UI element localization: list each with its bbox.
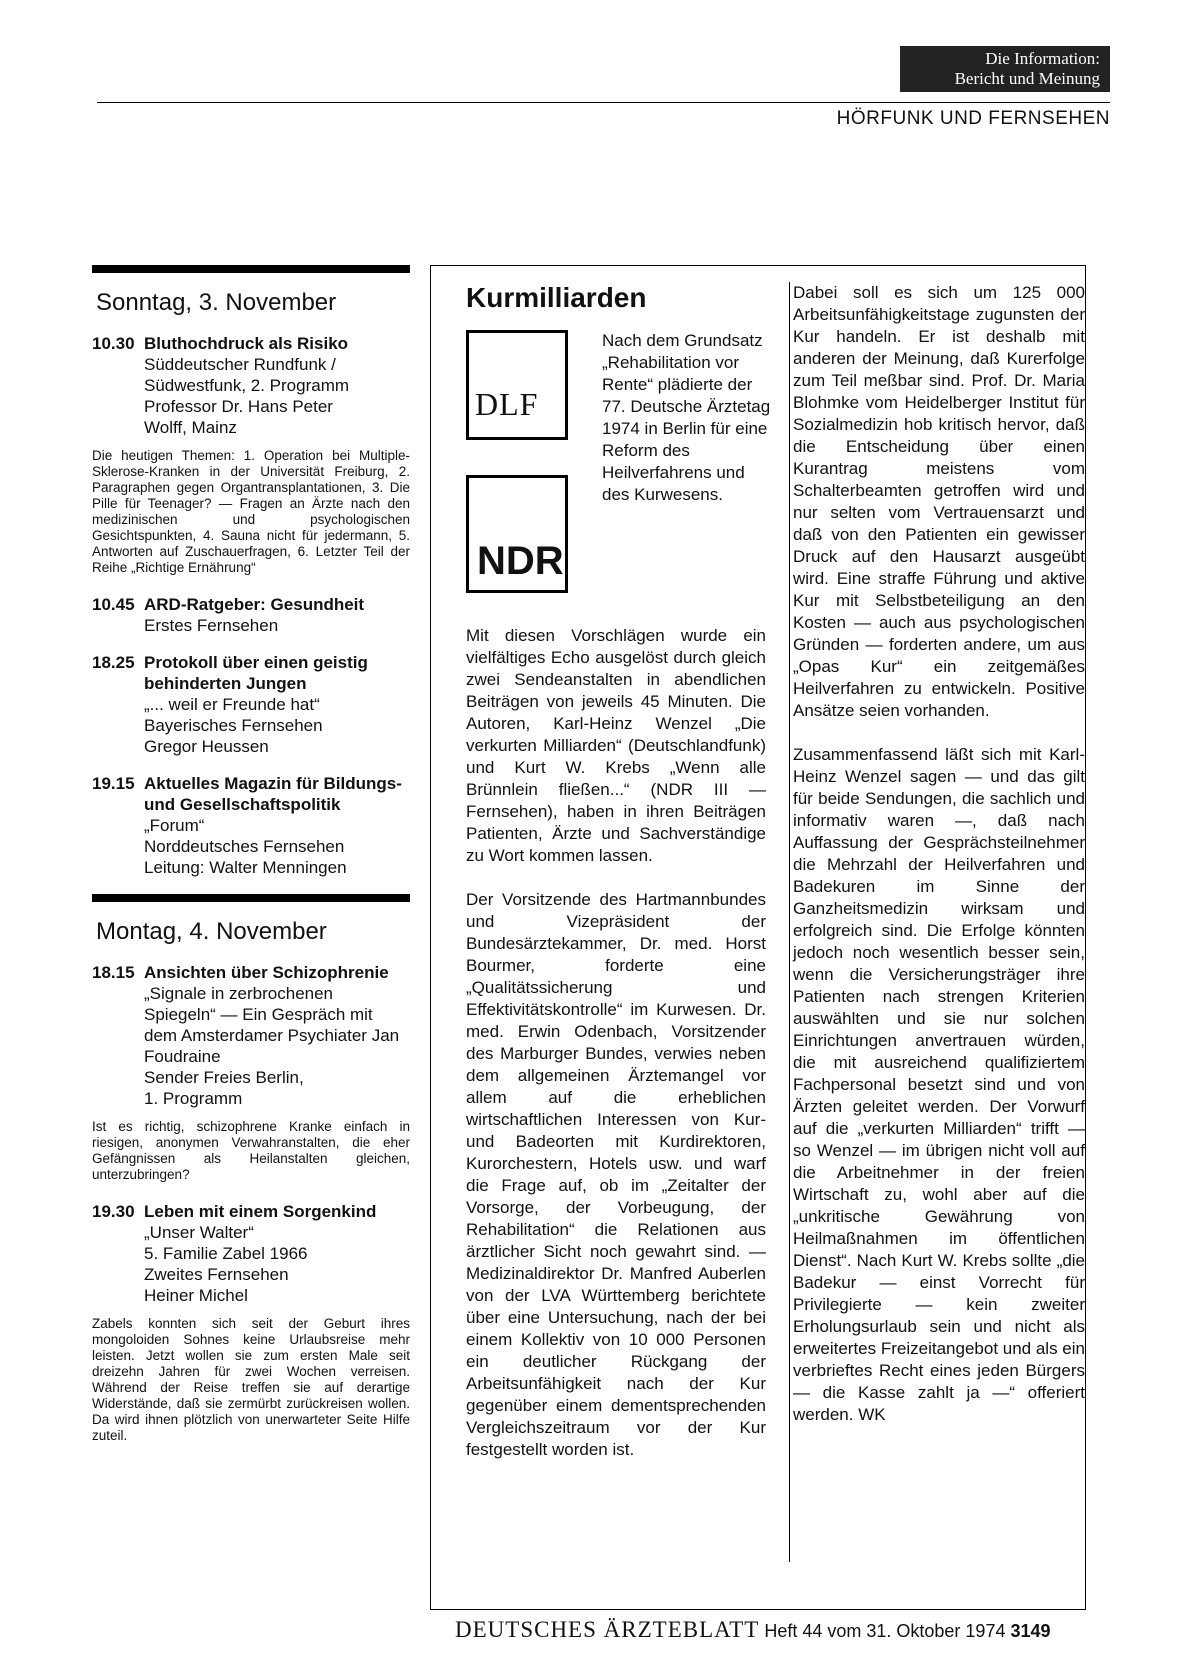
program-line: 5. Familie Zabel 1966 bbox=[144, 1244, 308, 1263]
program-title: Protokoll über einen geistig behinderten Jungen bbox=[144, 653, 368, 693]
program-time: 10.45 bbox=[92, 595, 135, 614]
program-line: „... weil er Freunde hat“ bbox=[144, 695, 320, 714]
program-time: 19.15 bbox=[92, 774, 135, 793]
dlf-logo bbox=[466, 330, 568, 440]
issue-info: Heft 44 vom 31. Oktober 1974 bbox=[764, 1621, 1006, 1641]
program-title: Aktuelles Magazin für Bildungs- und Gesellschaftspolitik bbox=[144, 774, 402, 814]
program-item bbox=[92, 652, 410, 757]
day-title: Sonntag, 3. November bbox=[96, 289, 337, 316]
program-line: Wolff, Mainz bbox=[144, 418, 237, 437]
program-time: 10.30 bbox=[92, 334, 135, 353]
program-line: 1. Programm bbox=[144, 1089, 243, 1108]
program-time: 19.30 bbox=[92, 1202, 135, 1221]
page-number: 3149 bbox=[1010, 1621, 1051, 1641]
article-paragraph: Zusammenfassend läßt sich mit Karl-Heinz Wenzel sagen — und das gilt für beide Sendungen, die sachlich und informativ waren —, daß nach Auffassung der Gesprächsteilnehmer die Mehrzahl der Heilverfahren und Badekuren im Sinne der Ganzheitsmedizin wirksam und erfolgreich sind. Die Erfolge könnten jedoch noch wesentlich besser sein, wenn die Versicherungsträger ihre Patienten nach strengen Kriterien auswählten und sie nur solchen Einrichtungen anvertrauen würden, die mit ausreichend qualifiziertem Fachpersonal besetzt sind und von Ärzten geleitet werden. Der Vorwurf auf die „verkurten Milliarden“ trifft — so Wenzel — im übrigen nicht voll auf die Arbeitnehmer in der freien Wirtschaft zu, wohl aber auf die „unkritische Gewährung von Heilmaßnahmen im öffentlichen Dienst“. Nach Kurt W. Krebs sollte „die Badekur — einst Vorrecht für Privilegierte — kein zweiter Erholungsurlaub sein und nicht als erweitertes Freizeitangebot und als ein verbrieftes Recht eines jeden Bürgers — die Kasse zahlt ja —“ offeriert werden. WK bbox=[793, 745, 1085, 1424]
program-description: Zabels konnten sich seit der Geburt ihres mongoloiden Sohnes keine Urlaubsreise mehr leisten. Jetzt wollen sie zum ersten Male seit dreizehn Jahren für zwei Wochen verreisen. Während der Reise treffen sie auf derartige Widerstände, daß sie zermürbt zurückreisen wollen. Da wird ihnen plötzlich von unerwarteter Seite Hilfe zuteil. bbox=[92, 1316, 410, 1443]
article-title: Kurmilliarden bbox=[466, 282, 647, 313]
program-line: Professor Dr. Hans Peter bbox=[144, 397, 333, 416]
program-line: Erstes Fernsehen bbox=[144, 616, 279, 635]
program-item bbox=[92, 594, 410, 636]
program-title: Bluthochdruck als Risiko bbox=[144, 334, 349, 353]
program-item bbox=[92, 1201, 410, 1306]
program-line: Leitung: Walter Menningen bbox=[144, 858, 347, 877]
program-item bbox=[92, 333, 410, 438]
program-line: Südwestfunk, 2. Programm bbox=[144, 376, 350, 395]
article-paragraph: Mit diesen Vorschlägen wurde ein vielfältiges Echo ausgelöst durch gleich zwei Sendeanstalten in abendlichen Beiträgen von jeweils 45 Minuten. Die Autoren, Karl-Heinz Wenzel „Die verkurten Milliarden“ (Deutschlandfunk) und Kurt W. Krebs „Wenn alle Brünnlein fließen...“ (NDR III — Fernsehen), haben in ihren Beiträgen Patienten, Ärzte und Sachverständige zu Wort kommen lassen. bbox=[466, 626, 766, 865]
program-line: Heiner Michel bbox=[144, 1286, 248, 1305]
badge-line-1: Die Information: bbox=[985, 49, 1100, 68]
program-line: Sender Freies Berlin, bbox=[144, 1068, 304, 1087]
section-title: HÖRFUNK UND FERNSEHEN bbox=[836, 108, 1110, 129]
program-description: Ist es richtig, schizophrene Kranke einfach in riesigen, anonymen Verwahranstalten, die eher Gefängnissen als Heilanstalten gleichen, unterzubringen? bbox=[92, 1119, 410, 1182]
program-line: Zweites Fernsehen bbox=[144, 1265, 289, 1284]
program-line: „Forum“ bbox=[144, 816, 205, 835]
day-divider bbox=[92, 894, 410, 902]
badge-line-2: Bericht und Meinung bbox=[954, 69, 1100, 88]
page-footer bbox=[455, 1617, 1051, 1643]
header-rule bbox=[97, 102, 1110, 103]
program-title: Ansichten über Schizophrenie bbox=[144, 963, 389, 982]
section-badge bbox=[900, 46, 1110, 92]
article-paragraph: Der Vorsitzende des Hartmannbundes und Vizepräsident der Bundesärztekammer, Dr. med. Horst Bourmer, forderte eine „Qualitätssicherung und Effektivitätskontrolle“ im Kurwesen. Dr. med. Erwin Odenbach, Vorsitzender des Marburger Bundes, verwies neben dem allgemeinen Ärztemangel vor allem auf die erheblichen wirtschaftlichen Interessen von Kur- und Badeorten mit Kurdirektoren, Kurorchestern, Hotels usw. und warf die Frage auf, ob im „Zeitalter der Vorsorge, der Vorbeugung, der Rehabilitation“ die Relationen aus ärztlicher Sicht noch gewahrt sind. — Medizinaldirektor Dr. Manfred Auberlen von der LVA Württemberg berichtete über eine Untersuchung, nach der bei einem Kollektiv von 10 000 Personen ein deutlicher Rückgang der Arbeitsunfähigkeit nach der Kur gegenüber einem dementsprechenden Vergleichszeitraum vor der Kur festgestellt worden ist. bbox=[466, 890, 766, 1459]
program-line: Süddeutscher Rundfunk / bbox=[144, 355, 336, 374]
program-item bbox=[92, 773, 410, 878]
program-item bbox=[92, 962, 410, 1109]
broadcaster-logos bbox=[466, 330, 771, 625]
program-description: Die heutigen Themen: 1. Operation bei Multiple-Sklerose-Kranken in der Universität Freiburg, 2. Paragraphen gegen Organtransplantationen, 3. Die Pille für Teenager? — Fragen an Ärzte nach den medizinischen und psychologischen Gesichtspunkten, 4. Sauna nicht für jedermann, 5. Antworten auf Zuschauerfragen, 6. Letzter Teil der Reihe „Richtige Ernährung“ bbox=[92, 448, 410, 575]
program-line: Bayerisches Fernsehen bbox=[144, 716, 323, 735]
program-time: 18.15 bbox=[92, 963, 135, 982]
schedule-column bbox=[92, 265, 410, 1462]
program-line: „Unser Walter“ bbox=[144, 1223, 254, 1242]
program-time: 18.25 bbox=[92, 653, 135, 672]
article-intro: Nach dem Grundsatz „Rehabilitation vor Rente“ plädierte der 77. Deutsche Ärztetag 1974 in Berlin für eine Reform des Heilverfahrens und des Kurwesens. bbox=[602, 331, 771, 504]
article-column-1 bbox=[466, 282, 771, 1483]
program-line: „Signale in zerbrochenen Spiegeln“ — Ein Gespräch mit dem Amsterdamer Psychiater Jan Foudraine bbox=[144, 984, 400, 1066]
dlf-logo-text: DLF bbox=[475, 386, 539, 422]
program-title: Leben mit einem Sorgenkind bbox=[144, 1202, 377, 1221]
day-divider bbox=[92, 265, 410, 273]
ndr-logo bbox=[466, 475, 568, 593]
program-line: Norddeutsches Fernsehen bbox=[144, 837, 345, 856]
column-divider bbox=[789, 282, 790, 1562]
program-title: ARD-Ratgeber: Gesundheit bbox=[144, 595, 365, 614]
program-line: Gregor Heussen bbox=[144, 737, 269, 756]
day-title: Montag, 4. November bbox=[96, 918, 327, 945]
ndr-logo-text: NDR bbox=[477, 539, 564, 583]
journal-masthead: DEUTSCHES ÄRZTEBLATT bbox=[455, 1617, 760, 1642]
article-paragraph: Dabei soll es sich um 125 000 Arbeitsunfähigkeitstage zugunsten der Kur handeln. Er ist deshalb mit anderen der Meinung, daß Kurerfolge zum Teil meßbar sind. Prof. Dr. Maria Blohmke vom Heidelberger Institut für Sozialmedizin hob kritisch hervor, daß die Entscheidung über einen Kurantrag meistens vom Schalterbeamten getroffen wird und nur selten vom Vertrauensarzt und daß von den Patienten ein gewisser Druck auf den Hausarzt ausgeübt wird. Eine straffe Führung und aktive Kur mit Selbstbeteiligung an den Kosten — auch aus psychologischen Gründen — forderten andere, um aus „Opas Kur“ ein zeitgemäßes Heilverfahren zu entwickeln. Positive Ansätze seien vorhanden. bbox=[793, 283, 1085, 720]
article-column-2 bbox=[793, 282, 1085, 1448]
